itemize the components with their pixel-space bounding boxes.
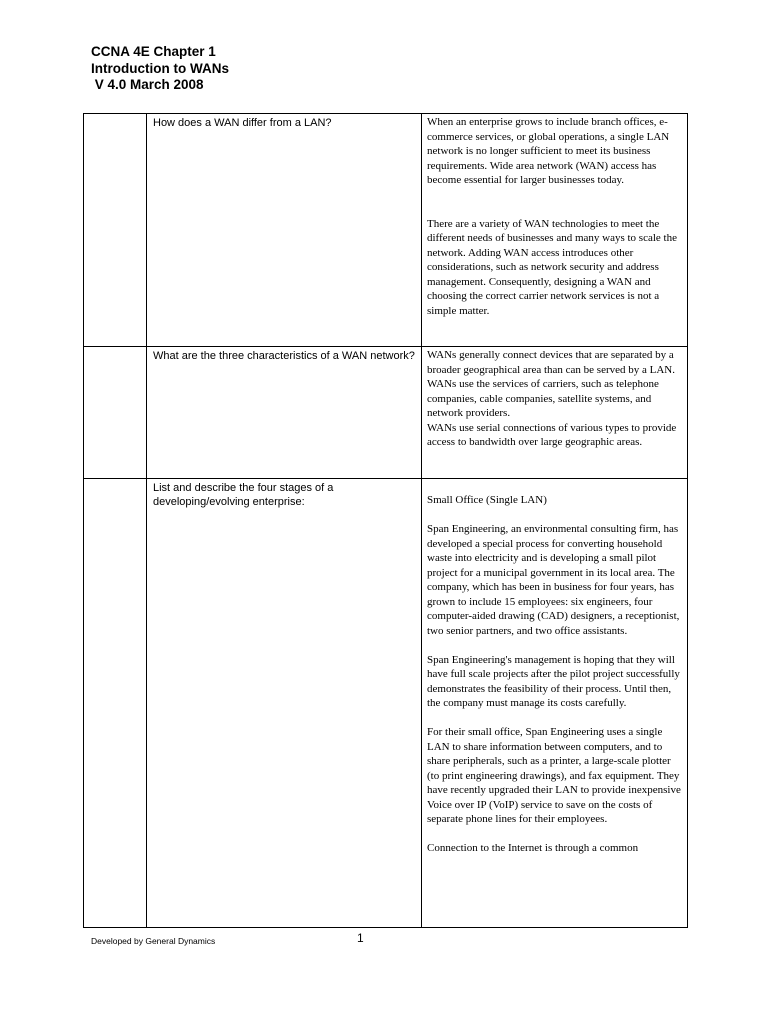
answer-paragraph: WANs generally connect devices that are separated by a broader geographical area than can be served by a LAN. bbox=[427, 349, 675, 376]
question-text: What are the three characteristics of a WAN network? bbox=[153, 350, 415, 362]
header-version: V 4.0 March 2008 bbox=[91, 77, 204, 92]
question-cell bbox=[147, 114, 422, 347]
answer-cell bbox=[422, 347, 688, 479]
answer-paragraph: When an enterprise grows to include branch offices, e-commerce services, or global operations, a single LAN network is no longer sufficient to meet its business requirements. Wide area network (WAN) access has become essential for larger businesses today. bbox=[427, 116, 670, 186]
answer-paragraph: For their small office, Span Engineering uses a single LAN to share information between computers, and to share peripherals, such as a printer, a large-scale plotter (to print engineering drawings), and fax equipment. They have recently upgraded their LAN to provide inexpensive Voice over IP (VoIP) service to save on the costs of separate phone lines for their employees. bbox=[427, 726, 681, 825]
header-title: CCNA 4E Chapter 1 bbox=[91, 44, 216, 59]
question-cell bbox=[147, 479, 422, 928]
answer-paragraph: WANs use the services of carriers, such as telephone companies, cable companies, satellite systems, and network providers. bbox=[427, 378, 659, 419]
row-number-cell bbox=[84, 114, 147, 347]
answer-paragraph: Span Engineering's management is hoping that they will have full scale projects after the pilot project successfully demonstrates the feasibility of their process. Until then, the company must manage its costs carefully. bbox=[427, 653, 680, 709]
table-row bbox=[84, 347, 688, 479]
answer-paragraph: There are a variety of WAN technologies to meet the different needs of businesses and many ways to scale the network. Adding WAN access introduces other considerations, such as network security and address management. Consequently, designing a WAN and choosing the correct carrier network services is not a simple matter. bbox=[427, 217, 677, 317]
answer-cell bbox=[422, 114, 688, 347]
qa-table bbox=[83, 113, 688, 928]
answer-paragraph: WANs use serial connections of various types to provide access to bandwidth over large geographic areas. bbox=[427, 421, 677, 448]
answer-heading: Small Office (Single LAN) bbox=[427, 494, 547, 506]
table-row bbox=[84, 479, 688, 928]
answer-cell bbox=[422, 479, 688, 928]
question-cell bbox=[147, 347, 422, 479]
answer-paragraph: Span Engineering, an environmental consulting firm, has developed a special process for converting household waste into electricity and is developing a small pilot project for a municipal government in its local area. The company, which has been in business for four years, has grown to include 15 employees: six engineers, four computer-aided drawing (CAD) designers, a receptionist, two senior partners, and two office assistants. bbox=[427, 523, 680, 637]
question-text: List and describe the four stages of a developing/evolving enterprise: bbox=[153, 482, 334, 508]
table-row bbox=[84, 114, 688, 347]
row-number-cell bbox=[84, 479, 147, 928]
answer-paragraph: Connection to the Internet is through a common bbox=[427, 842, 639, 854]
question-text: How does a WAN differ from a LAN? bbox=[153, 117, 332, 129]
footer-developer: Developed by General Dynamics bbox=[91, 936, 216, 946]
page-number: 1 bbox=[357, 931, 364, 945]
document-header bbox=[91, 44, 229, 94]
row-number-cell bbox=[84, 347, 147, 479]
header-subtitle: Introduction to WANs bbox=[91, 60, 229, 76]
